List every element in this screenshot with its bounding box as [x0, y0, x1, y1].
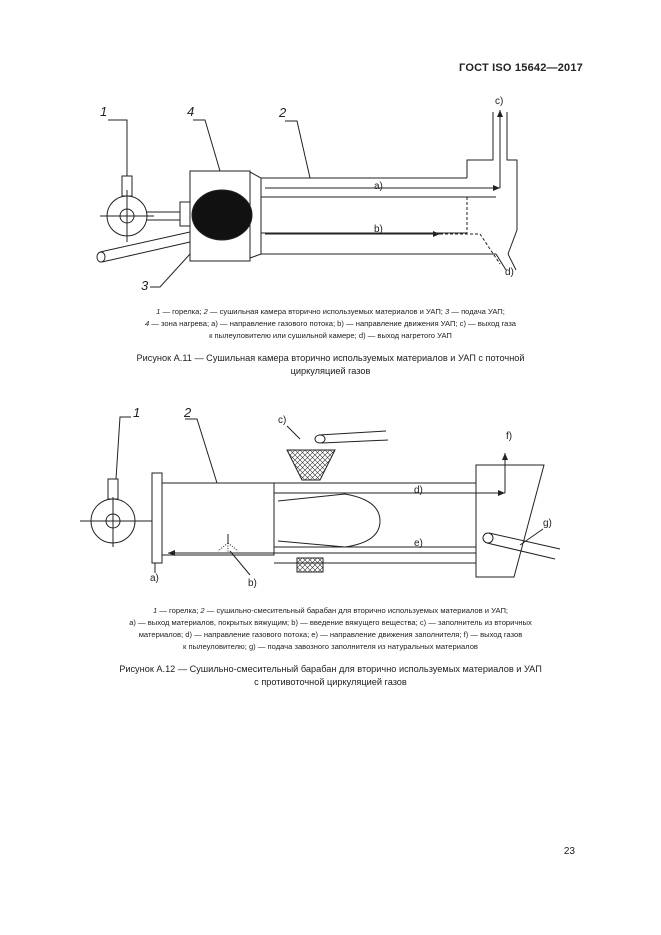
figure-a11-diagram: [0, 0, 661, 300]
flow-label-b: b): [248, 578, 257, 589]
flow-label-d: d): [505, 267, 514, 278]
callout-3: 3: [141, 278, 149, 293]
ring-seal: [297, 558, 323, 572]
callout-1: 1: [133, 405, 141, 420]
binder-nozzle: [218, 534, 238, 553]
flow-label-f: f): [506, 431, 513, 442]
aggregate-hopper: [287, 450, 335, 480]
flow-label-g: g): [543, 518, 552, 529]
end-plate: [152, 473, 162, 563]
flow-label-a: a): [374, 181, 383, 192]
document-header: ГОСТ ISO 15642—2017: [459, 62, 583, 74]
flow-label-c: c): [495, 96, 504, 107]
page-number: 23: [563, 846, 575, 857]
burner: [100, 176, 190, 242]
flame: [192, 190, 252, 240]
callout-1: 1: [100, 104, 108, 119]
figure-a12-caption: Рисунок А.12 — Сушильно-смесительный барабан для вторично используемых материалов и УАП с противоточной циркуляцией газов: [119, 664, 542, 687]
flow-label-d: d): [414, 485, 423, 496]
figure-a11-legend: 1 — горелка; 2 — сушильная камера вторично используемых материалов и УАП; 3 — подача УАП; 4 — зона нагрева; a) — направление газового потока; b) — направление движения УАП; c) — выход газа к пылеуловителю или сушильной камере; d) — выход нагретого УАП: [144, 307, 517, 340]
burner: [80, 479, 152, 547]
callout-2: 2: [279, 105, 287, 120]
exit-hood: [476, 465, 544, 577]
figure-a12-legend: 1 — горелка; 2 — сушильно-смесительный барабан для вторично используемых материалов и УАП; a) — выход материалов, покрытых вяжущим; b) — введение вяжущего вещества; c) — заполнитель из вторичных материалов; d) — направление газового потока; e) — направление движения заполнителя; f) — выход газов к пылеуловителю; g) — подача завозного заполнителя из натуральных материалов: [129, 606, 532, 651]
drying-chamber: [250, 112, 517, 270]
flow-label-b: b): [374, 224, 383, 235]
callout-2: 2: [184, 405, 192, 420]
figure-a11-caption: Рисунок А.11 — Сушильная камера вторично используемых материалов и УАП с поточной циркуляцией газов: [136, 353, 525, 376]
flow-label-a: a): [150, 573, 159, 584]
figure-a12-diagram: [0, 395, 661, 615]
drying-mixing-drum: [162, 483, 476, 563]
feed-pipe: [97, 232, 190, 262]
flow-label-c: c): [278, 415, 287, 426]
flow-label-e: e): [414, 538, 423, 549]
callout-4: 4: [187, 104, 195, 119]
